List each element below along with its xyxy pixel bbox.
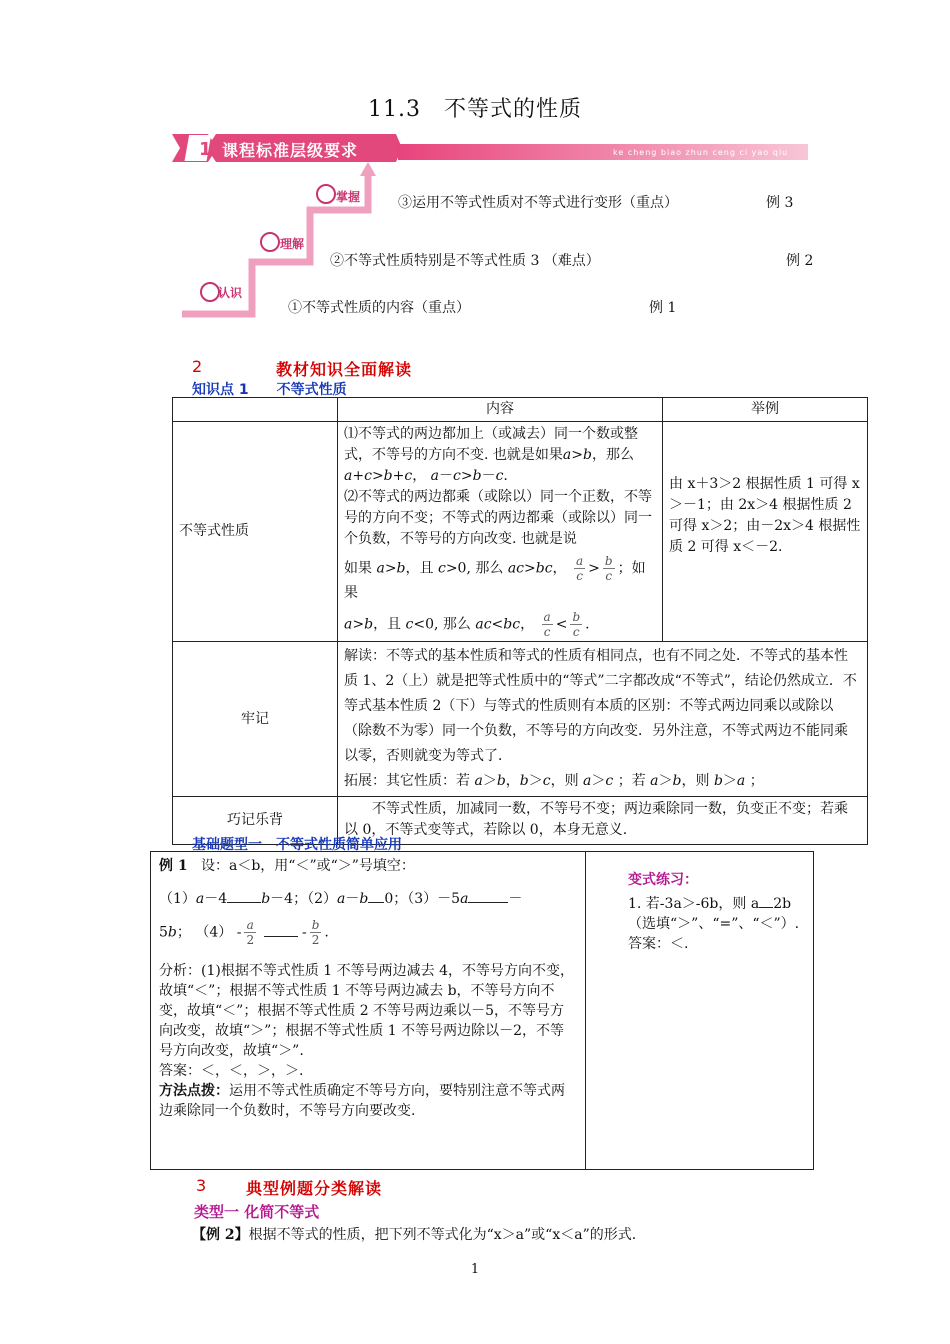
requirement-2: ②不等式性质特别是不等式性质 3 （难点） [330, 253, 600, 269]
properties-example: 由 x＋3＞2 根据性质 1 可得 x＞－1；由 2x＞4 根据性质 2 可得 x＞2；由－2x＞4 根据性质 2 可得 x＜－2. [663, 422, 868, 642]
section2-title: 教材知识全面解读 [276, 360, 413, 379]
requirement-2-example: 例 2 [786, 253, 814, 269]
properties-content: ⑴不等式的两边都加上（或减去）同一个数或整式，不等号的方向不变. 也就是如果a>b，那么 a+c>b+c， a－c>b－c. ⑵不等式的两边都乘（或除以）同一个正数，不等号的方向不变；不等式的两边都乘（或除以）同一个负数，不等号的方向改变. 也就是说 如果 a>b，且 c>0, 那么 ac>bc， $\frac{a}{c}$ > $\frac{b}{c}$ ；如果 a>b，且 c<0, 那么 ac<bc， $\frac{a}{c}$ < $\frac{b}{c}$ . [338, 422, 663, 642]
requirement-1: ①不等式性质的内容（重点） [288, 300, 470, 316]
requirement-3: ③运用不等式性质对不等式进行变形（重点） [398, 195, 678, 211]
requirement-1-example: 例 1 [649, 300, 677, 316]
header-example: 举例 [663, 398, 868, 422]
row-label-properties: 不等式性质 [173, 422, 338, 642]
remember-content: 解读：不等式的基本性质和等式的性质有相同点，也有不同之处．不等式的基本性质 1、2（上）就是把等式性质中的“等式”二字都改成“不等式”，结论仍然成立．不等式基本性质 2（下）与等式的性质则有本质的区别：不等式两边同乘以或除以（除数不为零）同一个负数，不等号的方向改变．另外注意，不等式两边不能同乘以零，否则就变为等式了． 拓展：其它性质：若 a＞b，b＞c，则 a＞c ；若 a＞b，则 b＞a ； [338, 642, 868, 797]
variant-answer: 答案：＜. [628, 936, 689, 952]
row-label-mnemonic: 巧记乐背 [173, 797, 338, 845]
page-number: 1 [470, 1262, 480, 1277]
knowledge-point-heading: 知识点 1 不等式性质 [192, 382, 347, 398]
banner-pinyin: ke cheng biao zhun ceng ci yao qiu [613, 148, 789, 157]
level-know: 认识 [218, 286, 243, 300]
variant-cell: 变式练习： 1. 若-3a＞-6b，则 a 2b （选填“＞”、“=”、“＜”）. 答案：＜. [586, 852, 814, 1170]
example1-table [150, 851, 814, 1170]
section2-number: 2 [192, 357, 203, 376]
header-content: 内容 [338, 398, 663, 422]
know-icon [201, 283, 219, 301]
basic-type-heading: 基础题型一 不等式性质简单应用 [192, 837, 402, 853]
row-label-remember: 牢记 [173, 642, 338, 797]
section3-number: 3 [196, 1176, 207, 1195]
banner-title: 课程标准层级要求 [222, 141, 359, 160]
variant-title: 变式练习： [628, 872, 698, 888]
requirement-3-example: 例 3 [766, 195, 794, 211]
section3-title: 典型例题分类解读 [246, 1179, 383, 1198]
banner-number: 1 [199, 139, 212, 160]
page-title: 11.3 不等式的性质 [368, 97, 582, 122]
mnemonic-content: 不等式性质，加减同一数，不等号不变；两边乘除同一数，负变正不变；若乘以 0，不等式变等式，若除以 0，本身无意义. [338, 797, 868, 845]
understand-icon [261, 233, 279, 251]
example2: 【例 2】根据不等式的性质，把下列不等式化为“x＞a”或“x＜a”的形式. [192, 1227, 637, 1243]
level-understand: 理解 [280, 237, 305, 251]
master-icon [317, 185, 335, 203]
properties-table [172, 397, 868, 845]
example1-cell: 例 1 设：a＜b，用“＜”或“＞”号填空： （1）a－4 b－4；（2）a－b 0；（3）－5a － 5b； （4） - $\frac{a}{2}$ - $\frac{b}{2}$ . 分析：(1)根据不等式性质 1 不等号两边减去 4，不等号方向不变，故填“＜”；根据不等式性质 1 不等号两边减去 b，不等号方向不变，故填“＜”；根据不等式性质 2 不等号两边乘以－5，不等号方向改变，故填“＞”；根据不等式性质 1 不等号两边除以－2，不等号方向改变，故填“＞”. 答案：＜，＜，＞，＞. 方法点拨：运用不等式性质确定不等号方向，要特别注意不等式两边乘除同一个负数时，不等号方向要改变. [151, 852, 586, 1170]
type1-heading: 类型一 化简不等式 [194, 1203, 320, 1221]
level-master: 掌握 [336, 190, 361, 204]
